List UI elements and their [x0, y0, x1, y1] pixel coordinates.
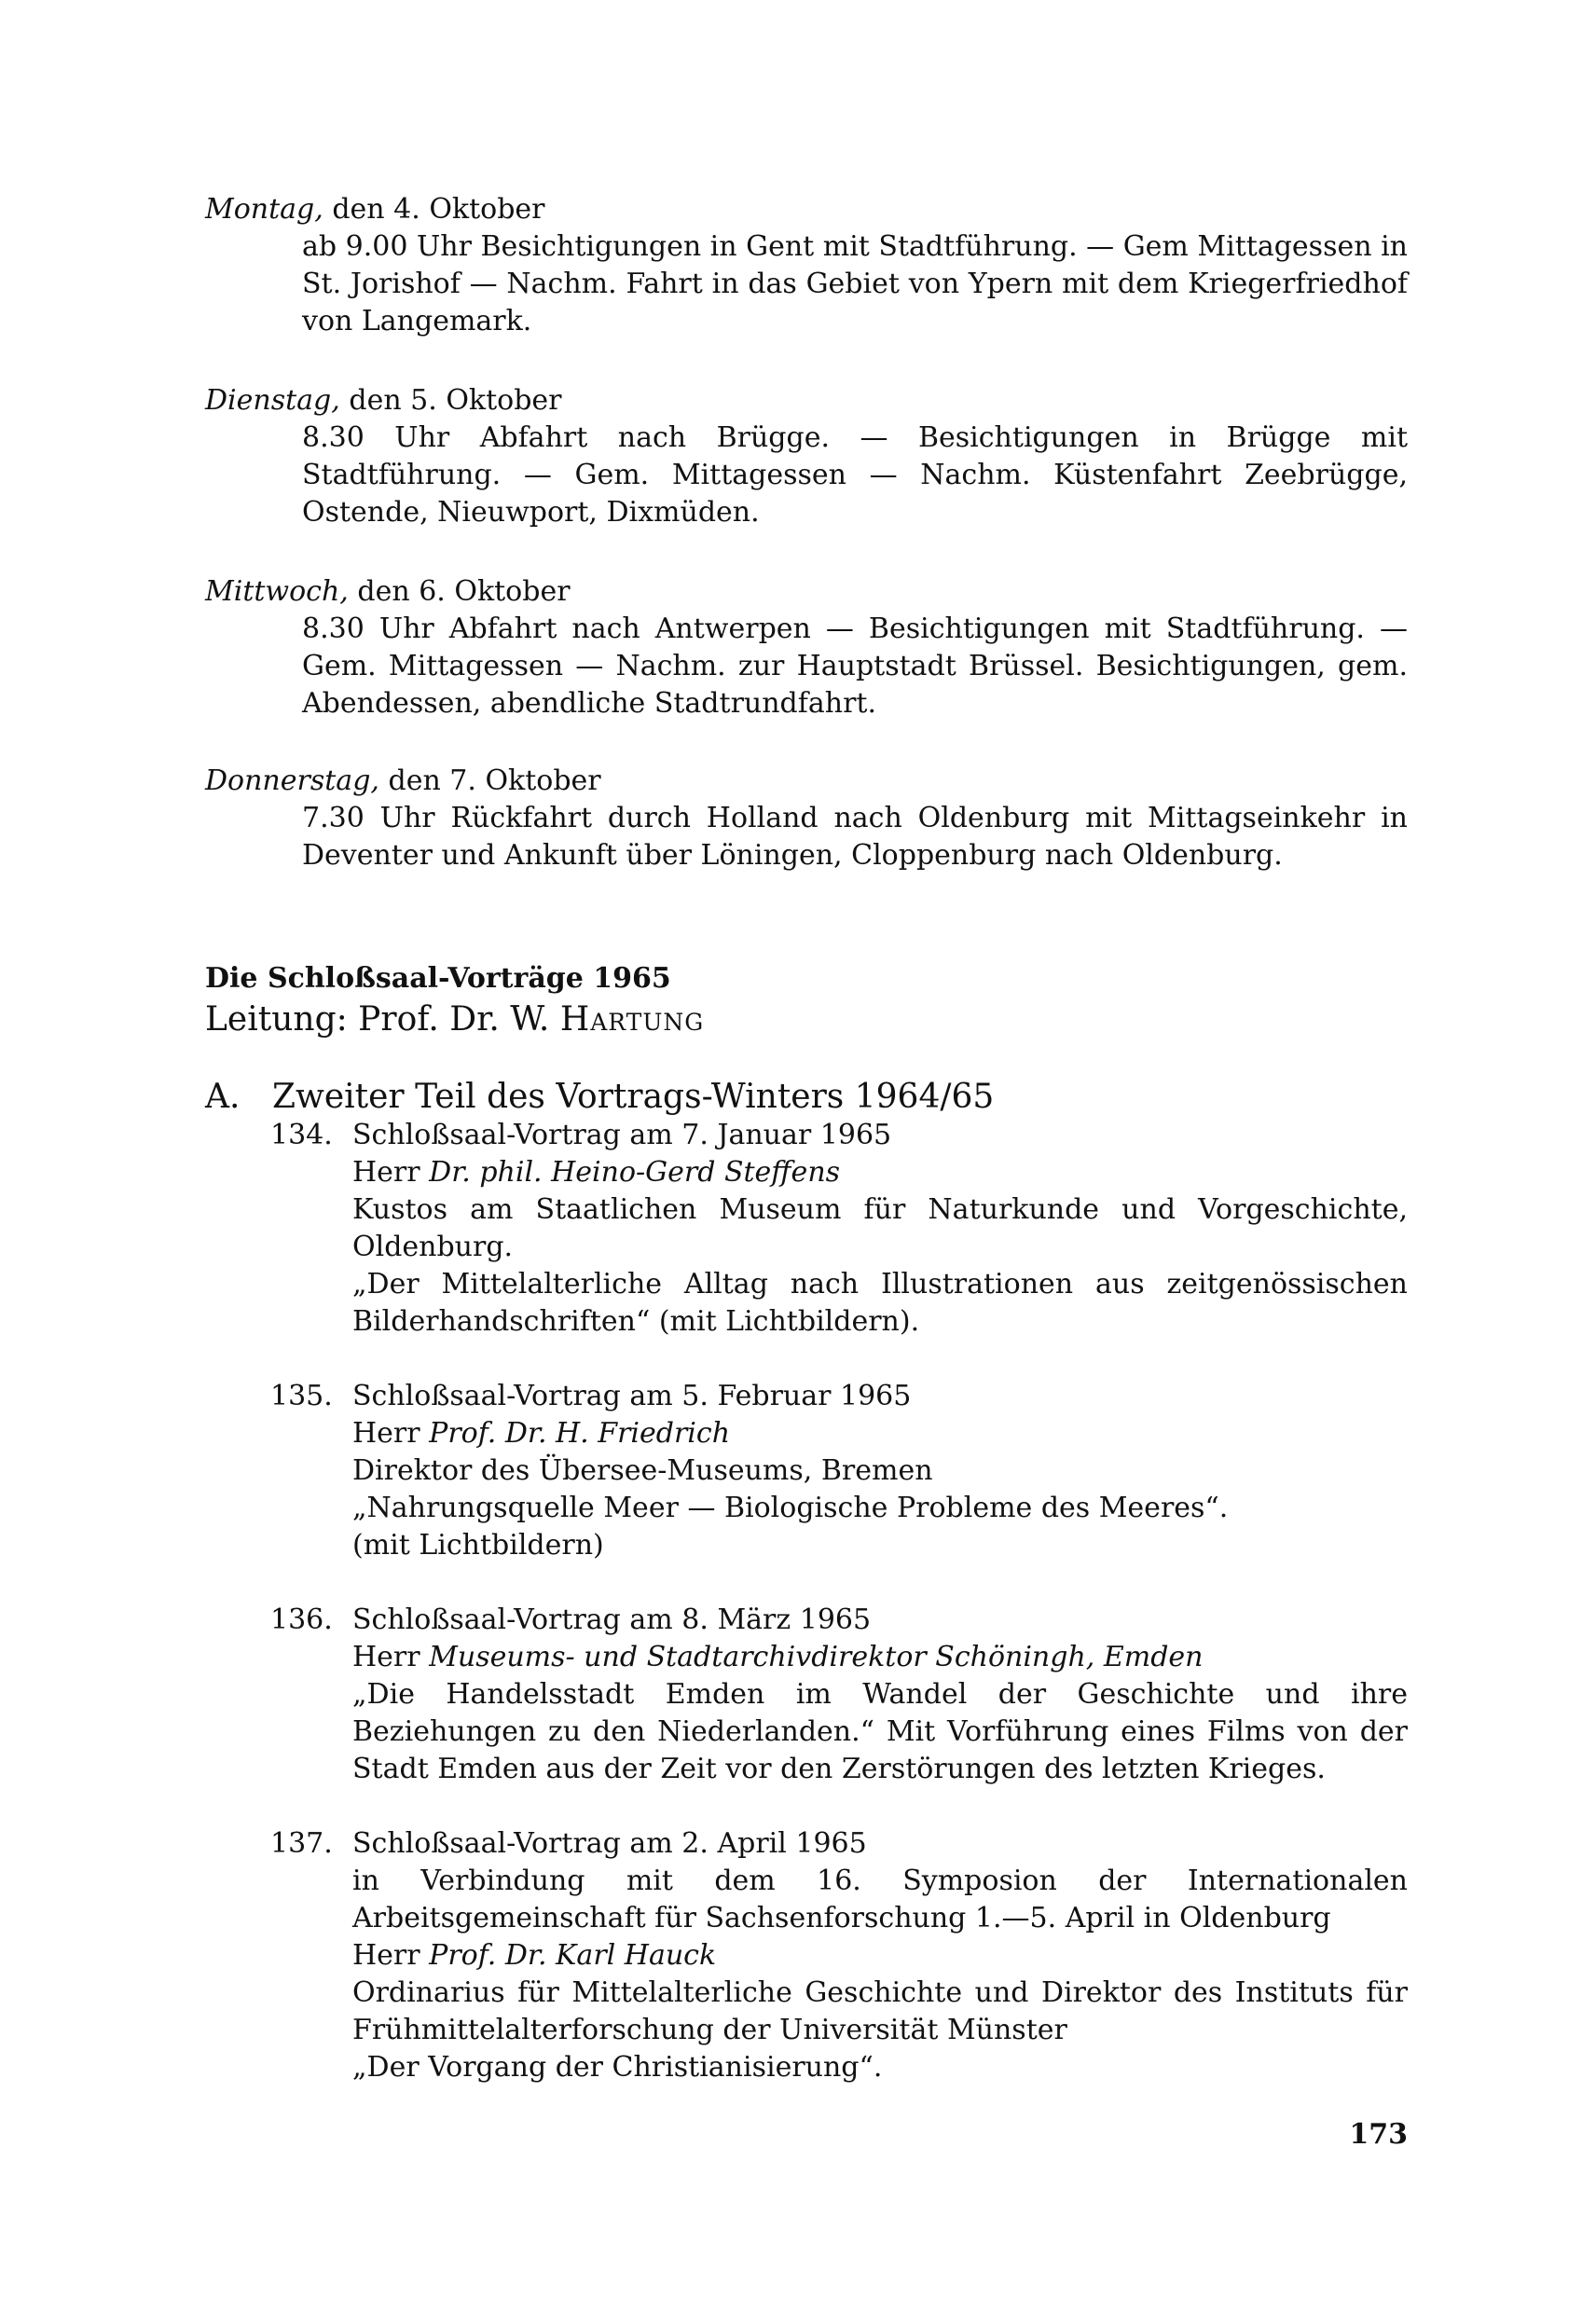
day-entry-tuesday	[205, 382, 1408, 531]
day-name: Dienstag,	[205, 384, 340, 417]
day-date: den 4. Oktober	[332, 193, 545, 226]
lecture-speaker	[352, 1415, 1408, 1452]
lecture-text: Kustos am Staatlichen Museum für Naturkunde und Vorgeschichte, Oldenburg.	[352, 1193, 1408, 1263]
lecture-heading: Schloßsaal-Vortrag am 2. April 1965	[352, 1827, 867, 1860]
day-text: ab 9.00 Uhr Besichtigungen in Gent mit Stadtführung. — Gem Mittagessen in St. Jorishof — Nachm. Fahrt in das Gebiet von Ypern mit dem Kriegerfriedhof von Langemark.	[302, 230, 1408, 337]
lecture-heading: Schloßsaal-Vortrag am 8. März 1965	[352, 1603, 872, 1636]
lead-name: Hartung	[559, 1000, 705, 1039]
day-name: Montag,	[205, 193, 323, 226]
day-entry-wednesday	[205, 573, 1408, 722]
lecture-text: Ordinarius für Mittelalterliche Geschichte und Direktor des Instituts für Frühmittelalterforschung der Universität Münster	[352, 1976, 1408, 2046]
lecture-text: „Der Vorgang der Christianisierung“.	[352, 2051, 883, 2084]
lecture-speaker	[352, 1937, 1408, 1975]
lecture-text: Direktor des Übersee-Museums, Bremen	[352, 1454, 933, 1487]
day-name: Donnerstag,	[205, 764, 379, 797]
lecture-number: 135.	[270, 1380, 333, 1412]
lecture-number: 136.	[270, 1603, 333, 1636]
lecture-text: „Der Mittelalterliche Alltag nach Illustrationen aus zeitgenössischen Bilderhandschriften“ (mit Lichtbildern).	[352, 1268, 1408, 1338]
lecture-text: (mit Lichtbildern)	[352, 1529, 604, 1562]
day-date: den 5. Oktober	[349, 384, 562, 417]
lecture-134	[270, 1117, 1408, 1341]
speaker-name: Dr. phil. Heino-Gerd Steffens	[429, 1156, 841, 1189]
lecture-text: in Verbindung mit dem 16. Symposion der Internationalen Arbeitsgemeinschaft für Sachsenforschung 1.—5. April in Oldenburg	[352, 1865, 1408, 1934]
day-entry-monday	[205, 191, 1408, 340]
day-text: 8.30 Uhr Abfahrt nach Brügge. — Besichtigungen in Brügge mit Stadtführung. — Gem. Mittagessen — Nachm. Küstenfahrt Zeebrügge, Ostende, Nieuwport, Dixmüden.	[302, 421, 1408, 529]
section-title: Die Schloßsaal-Vorträge 1965	[205, 962, 671, 995]
day-text: 8.30 Uhr Abfahrt nach Antwerpen — Besichtigungen mit Stadtführung. — Gem. Mittagessen — Nachm. zur Hauptstadt Brüssel. Besichtigungen, gem. Abendessen, abendliche Stadtrundfahrt.	[302, 612, 1408, 720]
lecture-speaker	[352, 1639, 1408, 1676]
lecture-number: 137.	[270, 1827, 333, 1860]
lecture-136	[270, 1602, 1408, 1788]
speaker-name: Prof. Dr. Karl Hauck	[429, 1939, 717, 1972]
speaker-prefix: Herr	[352, 1156, 420, 1189]
speaker-prefix: Herr	[352, 1417, 420, 1450]
lecture-137	[270, 1825, 1408, 2086]
lecture-heading: Schloßsaal-Vortrag am 5. Februar 1965	[352, 1380, 912, 1412]
speaker-name: Prof. Dr. H. Friedrich	[429, 1417, 731, 1450]
day-date: den 7. Oktober	[388, 764, 601, 797]
part-label: A.	[205, 1078, 241, 1116]
day-text: 7.30 Uhr Rückfahrt durch Holland nach Oldenburg mit Mittagseinkehr in Deventer und Ankunft über Löningen, Cloppenburg nach Oldenburg.	[302, 802, 1408, 872]
day-date: den 6. Oktober	[357, 575, 571, 608]
lecture-number: 134.	[270, 1119, 333, 1151]
day-entry-thursday	[205, 763, 1408, 874]
lead-prefix: Leitung: Prof. Dr. W.	[205, 1000, 550, 1039]
speaker-prefix: Herr	[352, 1939, 420, 1972]
day-name: Mittwoch,	[205, 575, 349, 608]
speaker-prefix: Herr	[352, 1641, 420, 1673]
section-lead	[205, 999, 704, 1040]
lecture-speaker	[352, 1154, 1408, 1191]
lecture-text: „Die Handelsstadt Emden im Wandel der Geschichte und ihre Beziehungen zu den Niederlanden.“ Mit Vorführung eines Films von der Stadt Emden aus der Zeit vor den Zerstörungen des letzten Krieges.	[352, 1678, 1408, 1785]
page-number: 173	[1349, 2118, 1408, 2151]
lecture-heading: Schloßsaal-Vortrag am 7. Januar 1965	[352, 1119, 892, 1151]
part-title: Zweiter Teil des Vortrags-Winters 1964/65	[272, 1078, 995, 1116]
lecture-text: „Nahrungsquelle Meer — Biologische Probleme des Meeres“.	[352, 1492, 1229, 1524]
lecture-135	[270, 1378, 1408, 1564]
part-heading	[205, 1077, 994, 1118]
speaker-name: Museums- und Stadtarchivdirektor Schöningh, Emden	[429, 1641, 1204, 1673]
